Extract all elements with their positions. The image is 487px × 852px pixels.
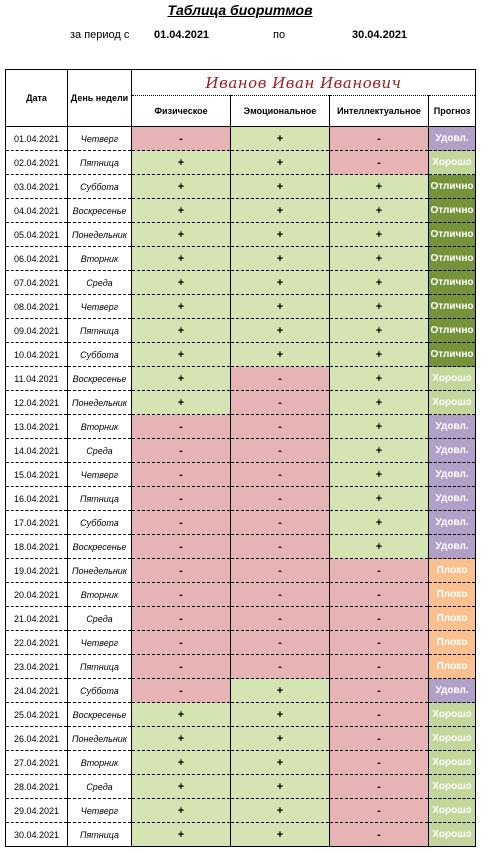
- date-cell[interactable]: 29.04.2021: [6, 799, 68, 823]
- physical-cell[interactable]: +: [132, 799, 231, 823]
- forecast-cell[interactable]: Отлично: [429, 175, 476, 199]
- intellectual-cell[interactable]: +: [330, 199, 429, 223]
- column-header-physical: Физическое: [132, 96, 231, 127]
- intellectual-cell[interactable]: -: [330, 151, 429, 175]
- emotional-cell[interactable]: +: [231, 175, 330, 199]
- emotional-cell[interactable]: -: [231, 391, 330, 415]
- emotional-cell[interactable]: -: [231, 463, 330, 487]
- intellectual-cell[interactable]: -: [330, 799, 429, 823]
- physical-cell[interactable]: +: [132, 775, 231, 799]
- intellectual-cell[interactable]: -: [330, 823, 429, 847]
- table-row: [6, 535, 476, 559]
- person-name: Иванов Иван Иванович: [132, 70, 476, 96]
- forecast-cell[interactable]: Удовл.: [429, 679, 476, 703]
- table-row: [6, 127, 476, 151]
- intellectual-cell[interactable]: +: [330, 391, 429, 415]
- weekday-cell[interactable]: Суббота: [68, 511, 132, 535]
- forecast-cell[interactable]: Хорошо: [429, 151, 476, 175]
- emotional-cell[interactable]: -: [231, 535, 330, 559]
- forecast-cell[interactable]: Отлично: [429, 271, 476, 295]
- forecast-cell[interactable]: Удовл.: [429, 415, 476, 439]
- forecast-cell[interactable]: Отлично: [429, 343, 476, 367]
- intellectual-cell[interactable]: +: [330, 415, 429, 439]
- forecast-cell[interactable]: Плохо: [429, 607, 476, 631]
- date-cell[interactable]: 28.04.2021: [6, 775, 68, 799]
- emotional-cell[interactable]: -: [231, 631, 330, 655]
- weekday-cell[interactable]: Четверг: [68, 127, 132, 151]
- column-header-emotional: Эмоциональное: [231, 96, 330, 127]
- forecast-cell[interactable]: Удовл.: [429, 463, 476, 487]
- table-row: [6, 631, 476, 655]
- weekday-cell[interactable]: Четверг: [68, 463, 132, 487]
- table-row: [6, 367, 476, 391]
- physical-cell[interactable]: -: [132, 463, 231, 487]
- physical-cell[interactable]: +: [132, 751, 231, 775]
- table-row: [6, 703, 476, 727]
- weekday-cell[interactable]: Пятница: [68, 319, 132, 343]
- physical-cell[interactable]: +: [132, 391, 231, 415]
- period-label: за период с: [70, 29, 130, 41]
- forecast-cell[interactable]: Отлично: [429, 319, 476, 343]
- physical-cell[interactable]: +: [132, 703, 231, 727]
- period-to-label: по: [273, 29, 286, 41]
- table-row: [6, 583, 476, 607]
- forecast-cell[interactable]: Плохо: [429, 583, 476, 607]
- weekday-cell[interactable]: Понедельник: [68, 391, 132, 415]
- physical-cell[interactable]: -: [132, 127, 231, 151]
- weekday-cell[interactable]: Четверг: [68, 295, 132, 319]
- physical-cell[interactable]: +: [132, 199, 231, 223]
- table-row: [6, 463, 476, 487]
- column-header-date: Дата: [6, 70, 68, 127]
- date-cell[interactable]: 20.04.2021: [6, 583, 68, 607]
- intellectual-cell[interactable]: +: [330, 367, 429, 391]
- table-row: [6, 439, 476, 463]
- date-cell[interactable]: 13.04.2021: [6, 415, 68, 439]
- intellectual-cell[interactable]: -: [330, 703, 429, 727]
- emotional-cell[interactable]: -: [231, 487, 330, 511]
- forecast-cell[interactable]: Плохо: [429, 559, 476, 583]
- weekday-cell[interactable]: Среда: [68, 607, 132, 631]
- physical-cell[interactable]: +: [132, 343, 231, 367]
- physical-cell[interactable]: +: [132, 175, 231, 199]
- forecast-cell[interactable]: Отлично: [429, 247, 476, 271]
- emotional-cell[interactable]: +: [231, 703, 330, 727]
- date-cell[interactable]: 06.04.2021: [6, 247, 68, 271]
- weekday-cell[interactable]: Понедельник: [68, 559, 132, 583]
- date-cell[interactable]: 02.04.2021: [6, 151, 68, 175]
- date-cell[interactable]: 18.04.2021: [6, 535, 68, 559]
- physical-cell[interactable]: -: [132, 679, 231, 703]
- date-cell[interactable]: 27.04.2021: [6, 751, 68, 775]
- weekday-cell[interactable]: Понедельник: [68, 223, 132, 247]
- date-cell[interactable]: 16.04.2021: [6, 487, 68, 511]
- sheet-title: Таблица биоритмов: [167, 2, 313, 18]
- forecast-cell[interactable]: Плохо: [429, 631, 476, 655]
- table-row: [6, 679, 476, 703]
- table-row: [6, 511, 476, 535]
- physical-cell[interactable]: -: [132, 415, 231, 439]
- weekday-cell[interactable]: Вторник: [68, 583, 132, 607]
- table-row: [6, 607, 476, 631]
- physical-cell[interactable]: +: [132, 247, 231, 271]
- emotional-cell[interactable]: +: [231, 727, 330, 751]
- intellectual-cell[interactable]: -: [330, 583, 429, 607]
- weekday-cell[interactable]: Воскресенье: [68, 367, 132, 391]
- table-row: [6, 655, 476, 679]
- emotional-cell[interactable]: +: [231, 319, 330, 343]
- physical-cell[interactable]: -: [132, 535, 231, 559]
- forecast-cell[interactable]: Удовл.: [429, 487, 476, 511]
- weekday-cell[interactable]: Суббота: [68, 175, 132, 199]
- intellectual-cell[interactable]: +: [330, 343, 429, 367]
- date-cell[interactable]: 01.04.2021: [6, 127, 68, 151]
- weekday-cell[interactable]: Четверг: [68, 631, 132, 655]
- intellectual-cell[interactable]: -: [330, 607, 429, 631]
- emotional-cell[interactable]: -: [231, 655, 330, 679]
- intellectual-cell[interactable]: +: [330, 295, 429, 319]
- period-start-date[interactable]: 01.04.2021: [154, 29, 210, 41]
- intellectual-cell[interactable]: +: [330, 439, 429, 463]
- forecast-cell[interactable]: Хорошо: [429, 703, 476, 727]
- forecast-cell[interactable]: Удовл.: [429, 535, 476, 559]
- weekday-cell[interactable]: Пятница: [68, 151, 132, 175]
- weekday-cell[interactable]: Суббота: [68, 343, 132, 367]
- date-cell[interactable]: 04.04.2021: [6, 199, 68, 223]
- emotional-cell[interactable]: -: [231, 607, 330, 631]
- weekday-cell[interactable]: Вторник: [68, 247, 132, 271]
- intellectual-cell[interactable]: +: [330, 175, 429, 199]
- date-cell[interactable]: 05.04.2021: [6, 223, 68, 247]
- intellectual-cell[interactable]: +: [330, 271, 429, 295]
- date-cell[interactable]: 09.04.2021: [6, 319, 68, 343]
- forecast-cell[interactable]: Хорошо: [429, 391, 476, 415]
- emotional-cell[interactable]: +: [231, 775, 330, 799]
- emotional-cell[interactable]: +: [231, 799, 330, 823]
- intellectual-cell[interactable]: -: [330, 127, 429, 151]
- intellectual-cell[interactable]: +: [330, 511, 429, 535]
- forecast-cell[interactable]: Плохо: [429, 655, 476, 679]
- forecast-cell[interactable]: Хорошо: [429, 799, 476, 823]
- column-header-intellectual: Интеллектуальное: [330, 96, 429, 127]
- intellectual-cell[interactable]: -: [330, 631, 429, 655]
- weekday-cell[interactable]: Среда: [68, 439, 132, 463]
- weekday-cell[interactable]: Воскресенье: [68, 199, 132, 223]
- table-row: [6, 391, 476, 415]
- table-row: [6, 151, 476, 175]
- physical-cell[interactable]: -: [132, 511, 231, 535]
- table-row: [6, 559, 476, 583]
- emotional-cell[interactable]: +: [231, 151, 330, 175]
- physical-cell[interactable]: -: [132, 631, 231, 655]
- forecast-cell[interactable]: Отлично: [429, 199, 476, 223]
- date-cell[interactable]: 23.04.2021: [6, 655, 68, 679]
- date-cell[interactable]: 07.04.2021: [6, 271, 68, 295]
- table-body: [6, 127, 476, 847]
- table-row: [6, 319, 476, 343]
- table-row: [6, 223, 476, 247]
- table-row: [6, 775, 476, 799]
- physical-cell[interactable]: +: [132, 295, 231, 319]
- forecast-cell[interactable]: Отлично: [429, 295, 476, 319]
- forecast-cell[interactable]: Хорошо: [429, 727, 476, 751]
- intellectual-cell[interactable]: -: [330, 727, 429, 751]
- weekday-cell[interactable]: Пятница: [68, 823, 132, 847]
- date-cell[interactable]: 10.04.2021: [6, 343, 68, 367]
- intellectual-cell[interactable]: +: [330, 463, 429, 487]
- date-cell[interactable]: 15.04.2021: [6, 463, 68, 487]
- emotional-cell[interactable]: +: [231, 271, 330, 295]
- intellectual-cell[interactable]: +: [330, 223, 429, 247]
- weekday-cell[interactable]: Пятница: [68, 655, 132, 679]
- table-row: [6, 343, 476, 367]
- intellectual-cell[interactable]: -: [330, 775, 429, 799]
- biorhythm-table: [5, 69, 476, 847]
- date-cell[interactable]: 30.04.2021: [6, 823, 68, 847]
- table-row: [6, 751, 476, 775]
- table-row: [6, 799, 476, 823]
- column-header-forecast: Прогноз: [429, 96, 476, 127]
- forecast-cell[interactable]: Хорошо: [429, 823, 476, 847]
- date-cell[interactable]: 03.04.2021: [6, 175, 68, 199]
- date-cell[interactable]: 22.04.2021: [6, 631, 68, 655]
- table-row: [6, 295, 476, 319]
- date-cell[interactable]: 21.04.2021: [6, 607, 68, 631]
- emotional-cell[interactable]: +: [231, 127, 330, 151]
- weekday-cell[interactable]: Понедельник: [68, 727, 132, 751]
- date-cell[interactable]: 12.04.2021: [6, 391, 68, 415]
- emotional-cell[interactable]: +: [231, 343, 330, 367]
- weekday-cell[interactable]: Воскресенье: [68, 535, 132, 559]
- date-cell[interactable]: 14.04.2021: [6, 439, 68, 463]
- emotional-cell[interactable]: +: [231, 679, 330, 703]
- forecast-cell[interactable]: Отлично: [429, 223, 476, 247]
- physical-cell[interactable]: -: [132, 487, 231, 511]
- weekday-cell[interactable]: Среда: [68, 271, 132, 295]
- intellectual-cell[interactable]: -: [330, 559, 429, 583]
- table-row: [6, 415, 476, 439]
- weekday-cell[interactable]: Суббота: [68, 679, 132, 703]
- table-row: [6, 487, 476, 511]
- emotional-cell[interactable]: +: [231, 247, 330, 271]
- date-cell[interactable]: 08.04.2021: [6, 295, 68, 319]
- date-cell[interactable]: 24.04.2021: [6, 679, 68, 703]
- intellectual-cell[interactable]: +: [330, 487, 429, 511]
- emotional-cell[interactable]: +: [231, 199, 330, 223]
- emotional-cell[interactable]: -: [231, 511, 330, 535]
- forecast-cell[interactable]: Удовл.: [429, 439, 476, 463]
- intellectual-cell[interactable]: -: [330, 679, 429, 703]
- date-cell[interactable]: 26.04.2021: [6, 727, 68, 751]
- physical-cell[interactable]: -: [132, 439, 231, 463]
- emotional-cell[interactable]: +: [231, 223, 330, 247]
- physical-cell[interactable]: +: [132, 727, 231, 751]
- emotional-cell[interactable]: +: [231, 823, 330, 847]
- physical-cell[interactable]: +: [132, 823, 231, 847]
- intellectual-cell[interactable]: -: [330, 751, 429, 775]
- physical-cell[interactable]: -: [132, 559, 231, 583]
- period-end-date[interactable]: 30.04.2021: [352, 29, 408, 41]
- physical-cell[interactable]: -: [132, 583, 231, 607]
- table-row: [6, 247, 476, 271]
- physical-cell[interactable]: +: [132, 367, 231, 391]
- weekday-cell[interactable]: Четверг: [68, 799, 132, 823]
- table-row: [6, 271, 476, 295]
- physical-cell[interactable]: +: [132, 151, 231, 175]
- intellectual-cell[interactable]: +: [330, 535, 429, 559]
- physical-cell[interactable]: +: [132, 223, 231, 247]
- forecast-cell[interactable]: Хорошо: [429, 751, 476, 775]
- weekday-cell[interactable]: Среда: [68, 775, 132, 799]
- weekday-cell[interactable]: Вторник: [68, 415, 132, 439]
- physical-cell[interactable]: -: [132, 607, 231, 631]
- emotional-cell[interactable]: -: [231, 367, 330, 391]
- emotional-cell[interactable]: -: [231, 583, 330, 607]
- table-row: [6, 175, 476, 199]
- date-cell[interactable]: 17.04.2021: [6, 511, 68, 535]
- table-row: [6, 823, 476, 847]
- table-row: [6, 727, 476, 751]
- forecast-cell[interactable]: Хорошо: [429, 775, 476, 799]
- physical-cell[interactable]: +: [132, 319, 231, 343]
- date-cell[interactable]: 11.04.2021: [6, 367, 68, 391]
- forecast-cell[interactable]: Удовл.: [429, 127, 476, 151]
- emotional-cell[interactable]: +: [231, 751, 330, 775]
- weekday-cell[interactable]: Вторник: [68, 751, 132, 775]
- emotional-cell[interactable]: -: [231, 559, 330, 583]
- emotional-cell[interactable]: -: [231, 415, 330, 439]
- table-row: [6, 199, 476, 223]
- weekday-cell[interactable]: Пятница: [68, 487, 132, 511]
- date-cell[interactable]: 19.04.2021: [6, 559, 68, 583]
- intellectual-cell[interactable]: +: [330, 247, 429, 271]
- emotional-cell[interactable]: -: [231, 439, 330, 463]
- forecast-cell[interactable]: Хорошо: [429, 367, 476, 391]
- emotional-cell[interactable]: +: [231, 295, 330, 319]
- weekday-cell[interactable]: Воскресенье: [68, 703, 132, 727]
- intellectual-cell[interactable]: +: [330, 319, 429, 343]
- physical-cell[interactable]: +: [132, 271, 231, 295]
- intellectual-cell[interactable]: -: [330, 655, 429, 679]
- physical-cell[interactable]: -: [132, 655, 231, 679]
- forecast-cell[interactable]: Удовл.: [429, 511, 476, 535]
- column-header-weekday: День недели: [68, 70, 132, 127]
- date-cell[interactable]: 25.04.2021: [6, 703, 68, 727]
